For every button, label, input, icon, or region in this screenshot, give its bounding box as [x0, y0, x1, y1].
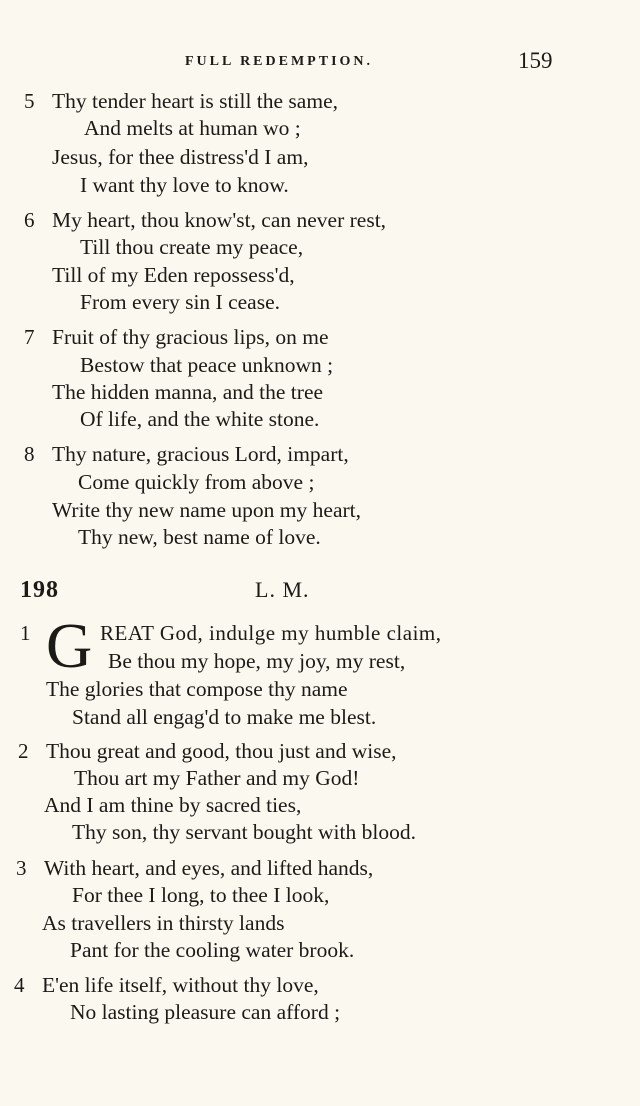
stanza-number: 3 — [16, 856, 27, 880]
verse-line: The glories that compose thy name — [46, 677, 348, 701]
verse-line: With heart, and eyes, and lifted hands, — [44, 856, 374, 880]
verse-line: From every sin I cease. — [80, 290, 280, 314]
stanza-number: 7 — [24, 325, 35, 349]
verse-line: Thy son, thy servant bought with blood. — [72, 820, 416, 844]
verse-line: Jesus, for thee distress'd I am, — [52, 145, 309, 169]
verse-line: REAT God, indulge my humble claim, — [100, 621, 442, 645]
verse-line: Be thou my hope, my joy, my rest, — [108, 649, 406, 673]
verse-line: The hidden manna, and the tree — [52, 380, 324, 404]
verse-line: Thou art my Father and my God! — [74, 766, 360, 790]
verse-line: And melts at human wo ; — [84, 116, 301, 140]
verse-line: No lasting pleasure can afford ; — [70, 1000, 341, 1024]
verse-line: Fruit of thy gracious lips, on me — [52, 325, 329, 349]
verse-line: And I am thine by sacred ties, — [44, 793, 302, 817]
drop-cap: G — [46, 610, 93, 681]
verse-line: I want thy love to know. — [80, 173, 289, 197]
verse-line: Till of my Eden repossess'd, — [52, 263, 295, 287]
verse-line: Of life, and the white stone. — [80, 407, 320, 431]
verse-line: Till thou create my peace, — [80, 235, 304, 259]
verse-line: Thy tender heart is still the same, — [52, 89, 338, 113]
verse-line: For thee I long, to thee I look, — [72, 883, 330, 907]
verse-line: As travellers in thirsty lands — [42, 911, 285, 935]
verse-line: Thy new, best name of love. — [78, 525, 321, 549]
stanza-number: 5 — [24, 89, 35, 113]
page-header — [0, 48, 640, 78]
verse-line: Stand all engag'd to make me blest. — [72, 705, 377, 729]
verse-line: Bestow that peace unknown ; — [80, 353, 334, 377]
verse-line: Thy nature, gracious Lord, impart, — [52, 442, 349, 466]
verse-line: Thou great and good, thou just and wise, — [46, 739, 397, 763]
hymn-meter: L. M. — [255, 577, 310, 602]
verse-line: My heart, thou know'st, can never rest, — [52, 208, 387, 232]
verse-line: Pant for the cooling water brook. — [70, 938, 355, 962]
stanza-number: 8 — [24, 442, 35, 466]
verse-line: E'en life itself, without thy love, — [42, 973, 319, 997]
verse-line: Come quickly from above ; — [78, 470, 315, 494]
page-number: 159 — [518, 48, 553, 73]
stanza-number: 6 — [24, 208, 35, 232]
stanza-number: 4 — [14, 973, 25, 997]
stanza-number: 2 — [18, 739, 29, 763]
verse-line: Write thy new name upon my heart, — [52, 498, 361, 522]
stanza-number: 1 — [20, 621, 31, 645]
running-title: FULL REDEMPTION. — [185, 54, 374, 69]
hymn-number: 198 — [20, 577, 59, 603]
